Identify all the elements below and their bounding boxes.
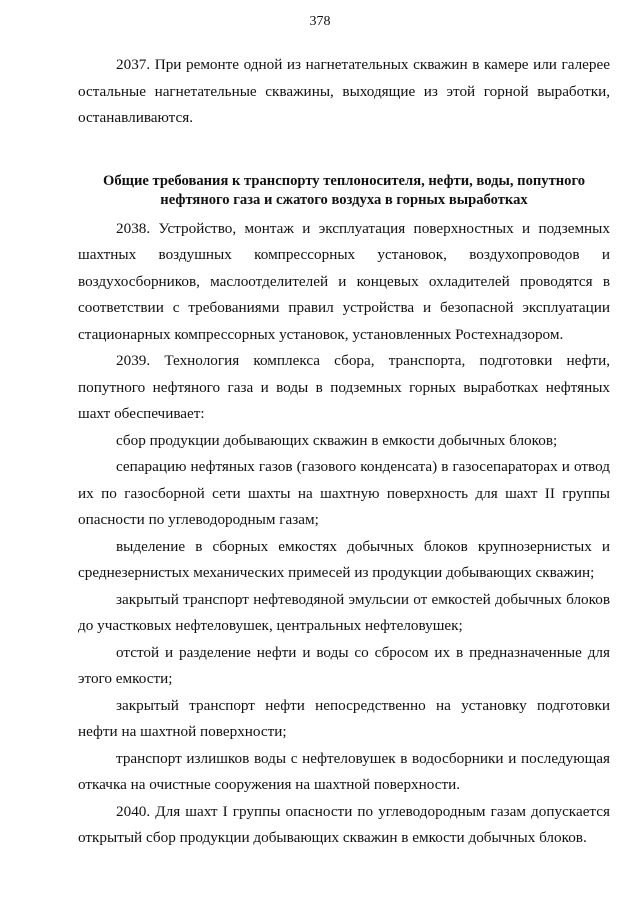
- document-body: [78, 52, 610, 852]
- paragraph-2040: 2040. Для шахт I группы опасности по углеводородным газам допускается открытый сбор продукции добывающих скважин в емкости добычных блоков.: [78, 802, 610, 846]
- list-item: отстой и разделение нефти и воды со сбросом их в предназначенные для этого емкости;: [78, 643, 610, 687]
- list-item: транспорт излишков воды с нефтеловушек в водосборники и последующая откачка на очистные сооружения на шахтной поверхности.: [78, 749, 610, 793]
- section-heading: Общие требования к транспорту теплоносителя, нефти, воды, попутного нефтяного газа и сжатого воздуха в горных выработках: [102, 172, 586, 208]
- spacer: [78, 132, 610, 172]
- list-item: сбор продукции добывающих скважин в емкости добычных блоков;: [116, 431, 558, 449]
- page-number: 378: [309, 14, 331, 29]
- list-item: сепарацию нефтяных газов (газового конденсата) в газосепараторах и отвод их по газосборной сети шахты на шахтную поверхность для шахт II группы опасности по углеводородным газам;: [78, 458, 610, 528]
- list-item: выделение в сборных емкостях добычных блоков крупнозернистых и среднезернистых механических примесей из продукции добывающих скважин;: [78, 537, 610, 581]
- paragraph-2039: 2039. Технология комплекса сбора, транспорта, подготовки нефти, попутного нефтяного газа и воды в подземных горных выработках нефтяных шахт обеспечивает:: [78, 352, 610, 422]
- list-item: закрытый транспорт нефтеводяной эмульсии от емкостей добычных блоков до участковых нефтеловушек, центральных нефтеловушек;: [78, 590, 610, 634]
- paragraph-2038: 2038. Устройство, монтаж и эксплуатация поверхностных и подземных шахтных воздушных компрессорных установок, воздухопроводов и воздухосборников, маслоотделителей и концевых охладителей проводятся в соответствии с требованиями правил устройства и безопасной эксплуатации стационарных компрессорных установок, установленных Ростехнадзором.: [78, 219, 610, 343]
- paragraph-2037: 2037. При ремонте одной из нагнетательных скважин в камере или галерее остальные нагнетательные скважины, выходящие из этой горной выработки, останавливаются.: [78, 56, 610, 126]
- list-item: закрытый транспорт нефти непосредственно на установку подготовки нефти на шахтной поверхности;: [78, 696, 610, 740]
